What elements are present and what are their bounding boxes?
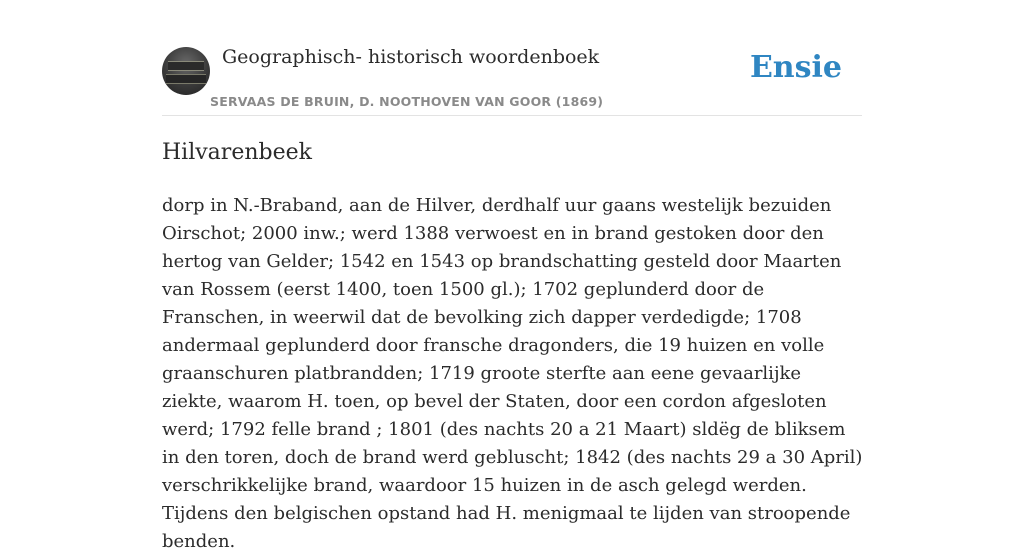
book-spine-decoration [166,74,206,84]
entry-title: Hilvarenbeek [162,140,312,165]
book-author: SERVAAS DE BRUIN, D. NOOTHOVEN VAN GOOR (1869) [210,94,604,109]
book-header [162,40,862,116]
book-spine-decoration [168,61,204,71]
ensie-logo-link[interactable]: Ensie [749,50,842,85]
entry-body: dorp in N.-Braband, aan de Hilver, derdhalf uur gaans westelijk bezuiden Oirschot; 2000 inw.; werd 1388 verwoest en in brand gestoken door den hertog van Gelder; 1542 en 1543 op brandschatting gesteld door Maarten van Rossem (eerst 1400, toen 1500 gl.); 1702 geplunderd door de Franschen, in weerwil dat de bevolking zich dapper verdedigde; 1708 andermaal geplunderd door fransche dragonders, die 19 huizen en volle graanschuren platbrandden; 1719 groote sterfte aan eene gevaarlijke ziekte, waarom H. toen, op bevel der Staten, door een cordon afgesloten werd; 1792 felle brand ; 1801 (des nachts 20 a 21 Maart) sldëg de bliksem in den toren, doch de brand werd gebluscht; 1842 (des nachts 29 a 30 April) verschrikkelijke brand, waardoor 15 huizen in de asch gelegd werden. Tijdens den belgischen opstand had H. menigmaal te lijden van stroopende benden. [162,195,863,552]
book-cover-avatar[interactable] [162,47,210,95]
book-title-link[interactable]: Geographisch- historisch woordenboek [222,46,600,68]
